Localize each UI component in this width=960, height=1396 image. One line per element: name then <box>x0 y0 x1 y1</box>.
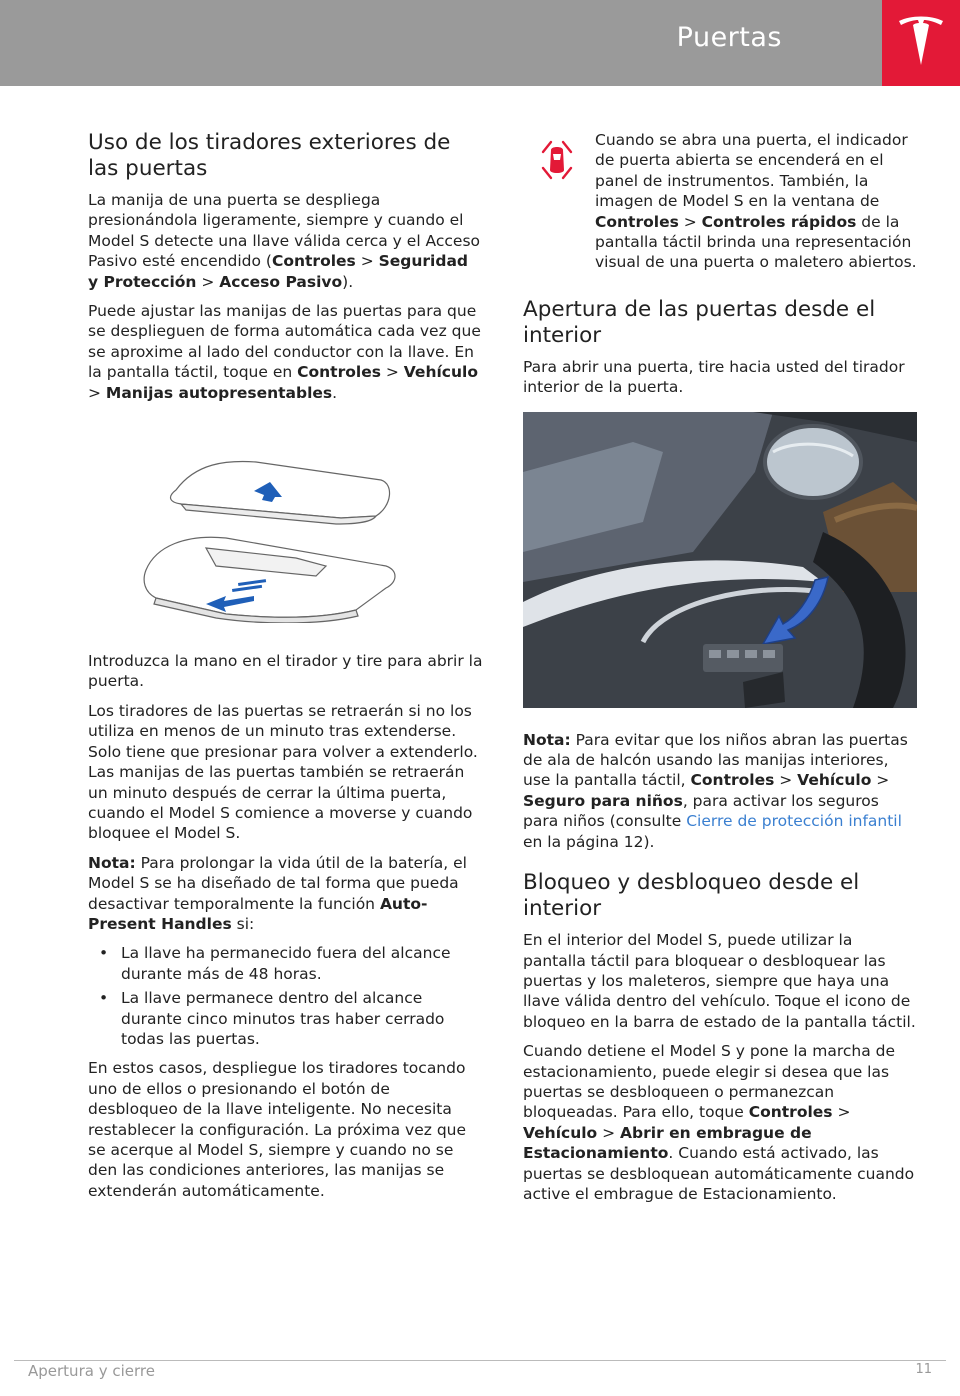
paragraph-lock-touchscreen: En el interior del Model S, puede utilizar la pantalla táctil para bloquear o desbloquear las puertas y los maleteros, siempre que haya una llave válida dentro del vehículo. Toque el icono de bloqueo en la barra de estado de la pantalla táctil. <box>523 931 916 1031</box>
footer-section: Apertura y cierre <box>28 1362 155 1380</box>
interior-door-photo <box>523 412 917 708</box>
child-lock-link[interactable]: Cierre de protección infantil <box>686 812 902 831</box>
list-item: • La llave ha permanecido fuera del alcance durante más de 48 horas. <box>99 944 451 983</box>
paragraph-pull-handle: Introduzca la mano en el tirador y tire para abrir la puerta. <box>88 652 483 691</box>
paragraph-retract: Los tiradores de las puertas se retraerán si no los utiliza en menos de un minuto tras extenderse. Solo tiene que presionar para volver a extenderlo. Las manijas de las puertas también se retraerán un minuto después de cerrar la última puerta, cuando el Model S comience a moverse y cuando bloquee el Model S. <box>88 701 478 843</box>
page-number: 11 <box>915 1362 932 1377</box>
conditions-list <box>88 943 483 1049</box>
section-heading-exterior-handles: Uso de los tiradores exteriores de las puertas <box>88 130 451 181</box>
note-battery: Nota: Para prolongar la vida útil de la batería, el Model S se ha diseñado de tal forma que pueda desactivar temporalmente la función Auto-Present Handles si: <box>88 853 467 933</box>
paragraph-park-unlock: Cuando detiene el Model S y pone la marcha de estacionamiento, puede elegir si desea que las puertas se desbloqueen o permanezcan bloqueadas. Para ello, toque Controles > Vehículo > Abrir en embrague de Estacionamiento. Cuando está activado, las puertas se desbloquean automáticamente cuando active el embrague de Estacionamiento. <box>523 1042 915 1203</box>
paragraph-auto-present: Puede ajustar las manijas de las puertas para que se desplieguen de forma automática cada vez que se aproxime al lado del conductor con la llave. En la pantalla táctil, toque en Controles > Vehículo > Manijas autopresentables. <box>88 302 481 402</box>
note-child-lock: Nota: Para evitar que los niños abran las puertas de ala de halcón usando las manijas interiores, use la pantalla táctil, Controles > Vehículo > Seguro para niños, para activar los seguros para niños (consulte Cierre de protección infantil en la página 12). <box>523 730 908 851</box>
door-open-indicator-icon <box>537 138 577 182</box>
left-column <box>88 130 483 1210</box>
logo-box <box>882 0 960 86</box>
paragraph-handle-deploy: La manija de una puerta se despliega presionándola ligeramente, siempre y cuando el Model S detecte una llave válida cerca y el Acceso Pasivo esté encendido (Controles > Seguridad y Protección > Acceso Pasivo). <box>88 191 481 291</box>
section-heading-lock-unlock: Bloqueo y desbloqueo desde el interior <box>523 870 860 922</box>
list-item: • La llave permanece dentro del alcance durante cinco minutos tras haber cerrado todas las puertas. <box>99 989 445 1048</box>
door-open-note <box>523 130 918 273</box>
header-band <box>0 0 882 86</box>
door-handle-illustration <box>136 458 416 623</box>
page-title: Puertas <box>676 22 782 53</box>
footer-divider <box>14 1360 946 1361</box>
paragraph-door-open: Cuando se abra una puerta, el indicador de puerta abierta se encenderá en el panel de instrumentos. También, la imagen de Model S en la ventana de Controles > Controles rápidos de la pantalla táctil brinda una representación visual de una puerta o maletero abiertos. <box>595 131 917 272</box>
paragraph-interior-pull: Para abrir una puerta, tire hacia usted del tirador interior de la puerta. <box>523 357 905 397</box>
tesla-logo-icon <box>897 15 945 69</box>
paragraph-redeploy: En estos casos, despliegue los tiradores tocando uno de ellos o presionando el botón de desbloqueo de la llave inteligente. No necesita restablecer la configuración. La próxima vez que se acerque al Model S, siempre y cuando no se den las condiciones anteriores, las manijas se extenderán automáticamente. <box>88 1059 467 1200</box>
section-heading-interior-open: Apertura de las puertas desde el interior <box>523 296 876 348</box>
right-column <box>523 130 918 1213</box>
